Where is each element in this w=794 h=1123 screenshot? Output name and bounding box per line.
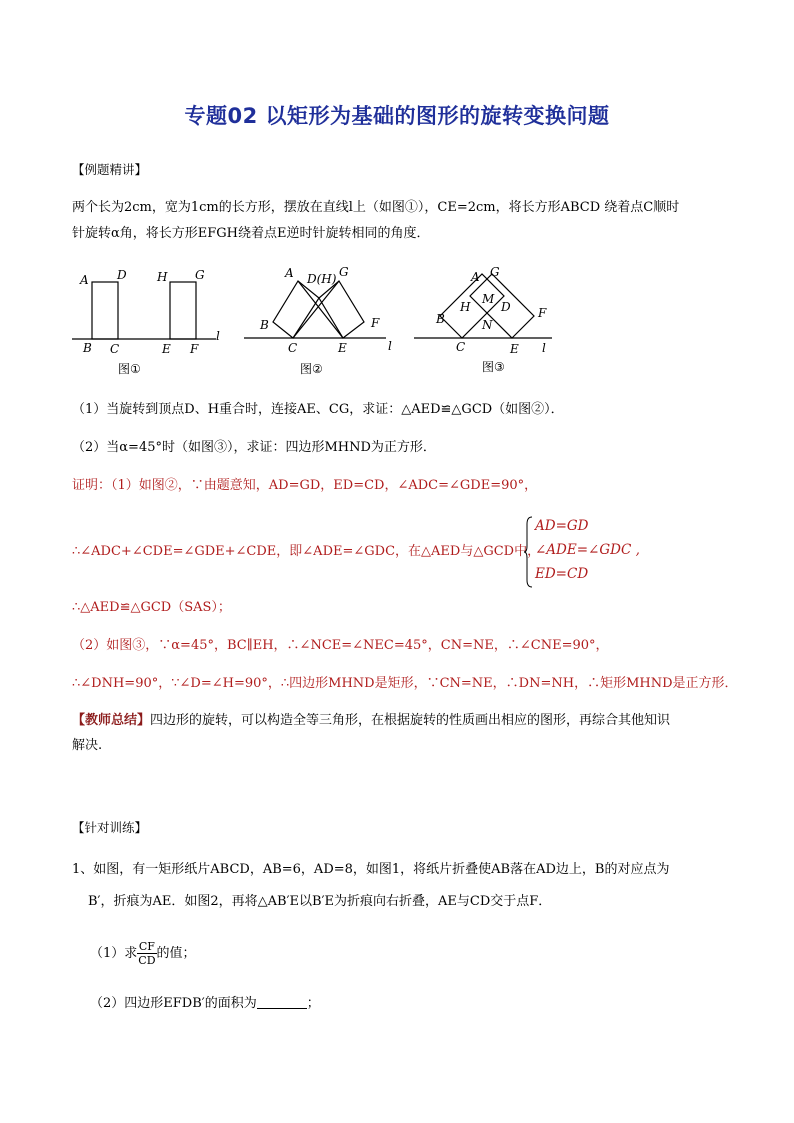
figure-3-caption: 图③	[482, 360, 505, 374]
system-eq-2: ∠ADE=∠GDC ,	[535, 542, 640, 558]
exercise-1-question-1	[90, 940, 196, 967]
label-g: G	[339, 265, 349, 279]
label-m: M	[482, 292, 495, 306]
label-e: E	[510, 342, 519, 356]
label-b: B	[260, 318, 269, 332]
figure-2	[240, 262, 400, 357]
label-d: D	[501, 300, 511, 314]
question-1: （1）当旋转到顶点D、H重合时，连接AE、CG，求证：△AED≌△GCD（如图②）．	[72, 402, 564, 417]
rect-efgh-rotated	[319, 281, 364, 338]
question-2: （2）当α=45°时（如图③），求证：四边形MHND为正方形．	[72, 440, 436, 455]
proof-line-4: （2）如图③，∵α=45°，BC∥EH，∴∠NCE=∠NEC=45°，CN=NE，∴∠CNE=90°，	[72, 638, 609, 653]
label-a: A	[80, 273, 89, 287]
label-c: C	[288, 341, 298, 355]
fraction-cf-cd	[137, 940, 156, 967]
problem-text-line-1: 两个长为2cm，宽为1cm的长方形，摆放在直线l上（如图①），CE=2cm，将长方形ABCD 绕着点C顺时	[72, 200, 680, 215]
label-f: F	[538, 306, 547, 320]
label-h: H	[460, 300, 471, 314]
proof-line-2: ∴∠ADC+∠CDE=∠GDE+∠CDE，即∠ADE=∠GDC，在△AED与△GCD中，	[72, 544, 541, 559]
segment-cg	[293, 281, 339, 338]
figure-1	[68, 262, 228, 357]
fraction-denominator: CD	[138, 954, 156, 967]
label-f: F	[371, 316, 380, 330]
label-c: C	[110, 342, 120, 356]
answer-blank[interactable]	[257, 994, 307, 1009]
summary-text: 四边形的旋转，可以构造全等三角形，在根据旋转的性质画出相应的图形，再综合其他知识	[150, 713, 671, 728]
q1-prefix: （1）求	[90, 946, 138, 961]
exercise-1-line-1: 1、如图，有一矩形纸片ABCD，AB=6，AD=8，如图1，将纸片折叠使AB落在AD边上，B的对应点为	[72, 862, 670, 877]
label-a: A	[471, 270, 480, 284]
label-b: B	[436, 312, 445, 326]
label-a: A	[285, 266, 294, 280]
proof-line-5: ∴∠DNH=90°，∵∠D=∠H=90°，∴四边形MHND是矩形，∵CN=NE，∴DN=NH，∴矩形MHND是正方形．	[72, 676, 738, 691]
system-eq-1: AD=GD	[535, 518, 589, 534]
label-c: C	[456, 340, 466, 354]
section-example-header: 【例题精讲】	[72, 162, 148, 177]
figure-1-caption: 图①	[118, 362, 141, 376]
teacher-summary	[72, 711, 670, 731]
rect-abcd	[92, 282, 118, 339]
segment-ae	[298, 281, 343, 338]
page-title: 专题02 以矩形为基础的图形的旋转变换问题	[184, 104, 610, 128]
q1-suffix: 的值；	[156, 946, 196, 961]
label-l: l	[216, 329, 220, 343]
label-e: E	[162, 342, 171, 356]
exercise-1-question-2	[90, 994, 320, 1014]
label-g: G	[195, 268, 205, 282]
section-practice-header: 【针对训练】	[72, 820, 148, 835]
q2-text: （2）四边形EFDB′的面积为	[90, 996, 257, 1011]
label-b: B	[83, 341, 92, 355]
fraction-numerator: CF	[138, 940, 155, 953]
exercise-1-line-2: B′，折痕为AE．如图2，再将△AB′E以B′E为折痕向右折叠，AE与CD交于点F．	[88, 894, 552, 909]
figure-3	[410, 262, 570, 357]
proof-line-1: 证明：（1）如图②，∵由题意知，AD=GD，ED=CD，∠ADC=∠GDE=90°，	[72, 478, 538, 493]
summary-text-2: 解决.	[72, 738, 103, 753]
label-e: E	[338, 341, 347, 355]
label-dh: D(H)	[307, 272, 337, 286]
label-l: l	[542, 341, 546, 355]
problem-text-line-2: 针旋转α角，将长方形EFGH绕着点E逆时针旋转相同的角度．	[72, 226, 430, 241]
label-l: l	[388, 339, 392, 353]
label-n: N	[482, 318, 493, 332]
proof-line-3: ∴△AED≌△GCD（SAS）；	[72, 600, 231, 615]
figure-2-caption: 图②	[300, 362, 323, 376]
system-brace	[523, 516, 533, 588]
label-d: D	[117, 268, 127, 282]
label-h: H	[157, 270, 168, 284]
rect-efgh	[170, 282, 196, 339]
summary-label: 【教师总结】	[72, 713, 151, 728]
system-eq-3: ED=CD	[535, 566, 589, 582]
label-g: G	[490, 265, 500, 279]
label-f: F	[190, 342, 199, 356]
rect-abcd-rotated	[273, 281, 319, 338]
q2-end: ；	[306, 996, 320, 1011]
